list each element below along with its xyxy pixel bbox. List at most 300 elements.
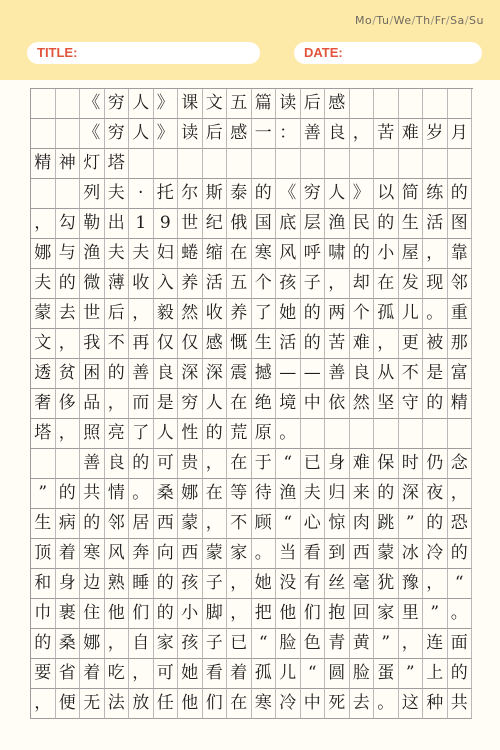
- grid-cell: 可: [154, 449, 179, 479]
- grid-cell: [203, 149, 228, 179]
- grid-cell: [423, 419, 448, 449]
- grid-cell: 犹: [374, 569, 399, 599]
- grid-cell: 两: [325, 299, 350, 329]
- grid-cell: 心: [301, 509, 326, 539]
- grid-cell: 向: [154, 539, 179, 569]
- grid-cell: 身: [325, 449, 350, 479]
- grid-cell: 那: [448, 329, 473, 359]
- grid-cell: 9: [154, 209, 179, 239]
- grid-cell: [399, 89, 424, 119]
- grid-cell: 世: [80, 299, 105, 329]
- grid-cell: 待: [252, 479, 277, 509]
- grid-cell: 民: [350, 209, 375, 239]
- grid-cell: 的: [423, 389, 448, 419]
- grid-cell: 斯: [203, 179, 228, 209]
- date-label: DATE:: [304, 45, 343, 60]
- grid-cell: 在: [227, 239, 252, 269]
- grid-cell: 的: [56, 269, 81, 299]
- grid-cell: 她: [178, 659, 203, 689]
- grid-cell: 归: [325, 479, 350, 509]
- grid-cell: 中: [301, 689, 326, 719]
- grid-cell: 在: [227, 389, 252, 419]
- grid-cell: 列: [80, 179, 105, 209]
- grid-cell: 蒙: [178, 509, 203, 539]
- grid-cell: 冷: [423, 539, 448, 569]
- grid-cell: 我: [80, 329, 105, 359]
- grid-cell: 良: [350, 359, 375, 389]
- grid-cell: 穷: [178, 389, 203, 419]
- grid-cell: 尔: [178, 179, 203, 209]
- grid-cell: ”: [423, 599, 448, 629]
- grid-cell: 毅: [154, 299, 179, 329]
- grid-cell: ，: [423, 239, 448, 269]
- grid-cell: 子: [301, 269, 326, 299]
- grid-cell: 念: [448, 449, 473, 479]
- grid-cell: [399, 149, 424, 179]
- grid-cell: 然: [178, 299, 203, 329]
- grid-cell: 亮: [105, 419, 130, 449]
- grid-cell: 穷: [301, 179, 326, 209]
- weekday-separator: /: [464, 14, 470, 27]
- grid-cell: 再: [129, 329, 154, 359]
- grid-cell: [56, 179, 81, 209]
- grid-cell: 纪: [203, 209, 228, 239]
- grid-cell: 中: [301, 389, 326, 419]
- grid-cell: 仅: [154, 329, 179, 359]
- grid-cell: 良: [154, 359, 179, 389]
- grid-cell: 冷: [276, 689, 301, 719]
- grid-cell: 吃: [105, 659, 130, 689]
- grid-cell: 她: [252, 569, 277, 599]
- grid-cell: 后: [301, 89, 326, 119]
- grid-cell: 看: [301, 539, 326, 569]
- grid-cell: 照: [80, 419, 105, 449]
- grid-cell: 薄: [105, 269, 130, 299]
- grid-cell: 一: [252, 119, 277, 149]
- grid-cell: 。: [129, 479, 154, 509]
- grid-cell: 活: [423, 209, 448, 239]
- grid-cell: 寒: [252, 689, 277, 719]
- grid-cell: 奢: [31, 389, 56, 419]
- grid-cell: 是: [154, 389, 179, 419]
- grid-cell: 边: [80, 569, 105, 599]
- grid-cell: 活: [203, 269, 228, 299]
- grid-cell: 于: [252, 449, 277, 479]
- grid-cell: 层: [301, 209, 326, 239]
- weekday-th[interactable]: Th: [415, 14, 431, 27]
- grid-cell: 》: [154, 89, 179, 119]
- grid-cell: 跳: [374, 509, 399, 539]
- grid-cell: 有: [301, 569, 326, 599]
- weekday-separator: /: [389, 14, 394, 27]
- grid-cell: 依: [325, 389, 350, 419]
- grid-cell: 风: [105, 539, 130, 569]
- grid-cell: 这: [399, 689, 424, 719]
- grid-cell: 桑: [154, 479, 179, 509]
- grid-cell: 神: [56, 149, 81, 179]
- grid-cell: 裹: [56, 599, 81, 629]
- grid-cell: 家: [154, 629, 179, 659]
- grid-cell: 人: [325, 179, 350, 209]
- grid-cell: ，: [423, 569, 448, 599]
- grid-cell: 蜷: [178, 239, 203, 269]
- grid-cell: 境: [276, 389, 301, 419]
- grid-cell: 重: [448, 299, 473, 329]
- grid-cell: 。: [374, 689, 399, 719]
- grid-cell: 脚: [203, 599, 228, 629]
- grid-cell: 圆: [325, 659, 350, 689]
- grid-cell: 在: [203, 479, 228, 509]
- grid-cell: 精: [31, 149, 56, 179]
- grid-cell: 便: [56, 689, 81, 719]
- grid-cell: 恐: [448, 509, 473, 539]
- grid-cell: ，: [227, 569, 252, 599]
- grid-cell: 个: [350, 299, 375, 329]
- grid-cell: 的: [154, 599, 179, 629]
- grid-cell: 妇: [154, 239, 179, 269]
- grid-cell: 青: [325, 629, 350, 659]
- grid-cell: 五: [227, 269, 252, 299]
- title-field[interactable]: [27, 42, 260, 64]
- grid-cell: 难: [399, 119, 424, 149]
- grid-cell: 孤: [252, 659, 277, 689]
- grid-cell: [350, 149, 375, 179]
- grid-cell: 发: [399, 269, 424, 299]
- grid-cell: 的: [129, 449, 154, 479]
- grid-cell: 在: [227, 689, 252, 719]
- grid-cell: 的: [203, 419, 228, 449]
- grid-cell: 以: [374, 179, 399, 209]
- grid-cell: 的: [80, 509, 105, 539]
- grid-cell: ，: [227, 599, 252, 629]
- grid-cell: 俄: [227, 209, 252, 239]
- grid-cell: 的: [31, 629, 56, 659]
- grid-cell: 邻: [448, 269, 473, 299]
- grid-cell: 不: [399, 359, 424, 389]
- grid-cell: 人: [154, 419, 179, 449]
- grid-cell: 性: [178, 419, 203, 449]
- grid-cell: 灯: [80, 149, 105, 179]
- grid-cell: 生: [399, 209, 424, 239]
- weekday-fr[interactable]: Fr: [434, 14, 446, 27]
- grid-cell: 西: [350, 539, 375, 569]
- grid-cell: 孩: [178, 629, 203, 659]
- grid-cell: [374, 89, 399, 119]
- grid-cell: 夫: [105, 179, 130, 209]
- grid-cell: 难: [350, 449, 375, 479]
- grid-cell: 们: [203, 689, 228, 719]
- grid-cell: 课: [178, 89, 203, 119]
- grid-cell: 里: [399, 599, 424, 629]
- grid-cell: 毫: [350, 569, 375, 599]
- grid-cell: ：: [276, 119, 301, 149]
- grid-cell: 的: [105, 359, 130, 389]
- grid-cell: [129, 149, 154, 179]
- grid-cell: 西: [178, 539, 203, 569]
- grid-cell: 篇: [252, 89, 277, 119]
- grid-cell: 巾: [31, 599, 56, 629]
- grid-cell: 活: [276, 329, 301, 359]
- grid-cell: 寒: [80, 539, 105, 569]
- grid-cell: “: [276, 449, 301, 479]
- grid-cell: 蒙: [374, 539, 399, 569]
- grid-cell: 屋: [399, 239, 424, 269]
- grid-cell: 的: [448, 539, 473, 569]
- grid-cell: 们: [301, 599, 326, 629]
- grid-cell: 色: [301, 629, 326, 659]
- grid-cell: 文: [203, 89, 228, 119]
- grid-cell: 他: [276, 599, 301, 629]
- grid-cell: 共: [448, 689, 473, 719]
- grid-cell: 。: [252, 539, 277, 569]
- grid-cell: 荒: [227, 419, 252, 449]
- grid-cell: “: [448, 569, 473, 599]
- grid-cell: 他: [178, 689, 203, 719]
- grid-cell: 读: [178, 119, 203, 149]
- grid-cell: 面: [448, 629, 473, 659]
- grid-cell: 的: [423, 509, 448, 539]
- grid-cell: ，: [56, 419, 81, 449]
- weekday-tu[interactable]: Tu: [376, 14, 390, 27]
- grid-cell: 无: [80, 689, 105, 719]
- weekday-su[interactable]: Su: [469, 14, 484, 27]
- grid-cell: 五: [227, 89, 252, 119]
- grid-cell: 入: [154, 269, 179, 299]
- grid-cell: 肉: [350, 509, 375, 539]
- grid-cell: 穷: [105, 89, 130, 119]
- grid-cell: 深: [178, 359, 203, 389]
- grid-cell: [350, 89, 375, 119]
- grid-cell: 已: [227, 629, 252, 659]
- grid-cell: 孤: [374, 299, 399, 329]
- grid-cell: 渔: [276, 479, 301, 509]
- grid-cell: 文: [31, 329, 56, 359]
- grid-cell: 透: [31, 359, 56, 389]
- grid-cell: 生: [252, 329, 277, 359]
- grid-cell: 居: [129, 509, 154, 539]
- grid-cell: ，: [31, 209, 56, 239]
- grid-cell: ”: [374, 629, 399, 659]
- grid-cell: 娜: [31, 239, 56, 269]
- grid-cell: [56, 119, 81, 149]
- grid-cell: 奔: [129, 539, 154, 569]
- grid-cell: 省: [56, 659, 81, 689]
- grid-cell: 塔: [31, 419, 56, 449]
- weekday-selector: [355, 14, 484, 27]
- grid-cell: 不: [105, 329, 130, 359]
- grid-cell: 熟: [105, 569, 130, 599]
- grid-cell: [56, 89, 81, 119]
- grid-cell: 良: [105, 449, 130, 479]
- essay-grid: [30, 88, 473, 719]
- weekday-separator: /: [372, 14, 377, 27]
- grid-cell: 着: [227, 659, 252, 689]
- grid-cell: 岁: [423, 119, 448, 149]
- grid-cell: ”: [31, 479, 56, 509]
- grid-cell: 人: [203, 389, 228, 419]
- grid-cell: 惊: [325, 509, 350, 539]
- grid-cell: ，: [105, 389, 130, 419]
- grid-cell: 孩: [178, 569, 203, 599]
- grid-cell: 孩: [276, 269, 301, 299]
- grid-cell: “: [276, 509, 301, 539]
- grid-cell: [374, 419, 399, 449]
- grid-cell: 夫: [105, 239, 130, 269]
- grid-cell: 身: [56, 569, 81, 599]
- grid-cell: 收: [203, 299, 228, 329]
- grid-cell: 邻: [105, 509, 130, 539]
- grid-cell: 而: [129, 389, 154, 419]
- weekday-sa[interactable]: Sa: [450, 14, 465, 27]
- grid-cell: 了: [252, 299, 277, 329]
- grid-cell: ，: [325, 269, 350, 299]
- grid-cell: 慨: [227, 329, 252, 359]
- grid-cell: 》: [154, 119, 179, 149]
- grid-cell: 没: [276, 569, 301, 599]
- grid-cell: 感: [325, 89, 350, 119]
- grid-cell: 夫: [129, 239, 154, 269]
- weekday-separator: /: [411, 14, 416, 27]
- grid-cell: 缩: [203, 239, 228, 269]
- grid-cell: 和: [31, 569, 56, 599]
- grid-cell: 脸: [276, 629, 301, 659]
- grid-cell: 病: [56, 509, 81, 539]
- grid-cell: 良: [325, 119, 350, 149]
- grid-cell: 的: [374, 209, 399, 239]
- grid-cell: 被: [423, 329, 448, 359]
- grid-cell: 来: [350, 479, 375, 509]
- grid-cell: 夫: [31, 269, 56, 299]
- grid-cell: 情: [105, 479, 130, 509]
- grid-cell: 底: [276, 209, 301, 239]
- grid-cell: 坚: [374, 389, 399, 419]
- grid-cell: 图: [448, 209, 473, 239]
- grid-cell: [31, 119, 56, 149]
- grid-cell: 深: [203, 359, 228, 389]
- grid-cell: 的: [154, 569, 179, 599]
- grid-cell: 读: [276, 89, 301, 119]
- grid-cell: 住: [80, 599, 105, 629]
- grid-cell: [399, 419, 424, 449]
- grid-cell: 感: [227, 119, 252, 149]
- grid-cell: 夜: [423, 479, 448, 509]
- grid-cell: ，: [56, 329, 81, 359]
- grid-cell: 的: [301, 329, 326, 359]
- grid-cell: 勾: [56, 209, 81, 239]
- grid-cell: [374, 149, 399, 179]
- grid-cell: 儿: [276, 659, 301, 689]
- grid-cell: 了: [129, 419, 154, 449]
- grid-cell: 呼: [301, 239, 326, 269]
- grid-cell: 任: [154, 689, 179, 719]
- grid-cell: 》: [350, 179, 375, 209]
- grid-cell: 们: [129, 599, 154, 629]
- grid-cell: 苦: [374, 119, 399, 149]
- grid-cell: 《: [80, 89, 105, 119]
- grid-cell: 《: [80, 119, 105, 149]
- grid-cell: ，: [203, 509, 228, 539]
- grid-cell: 上: [423, 659, 448, 689]
- grid-cell: 共: [80, 479, 105, 509]
- grid-cell: 啸: [325, 239, 350, 269]
- grid-cell: [56, 449, 81, 479]
- grid-cell: [448, 419, 473, 449]
- grid-cell: 养: [227, 299, 252, 329]
- grid-cell: 撼: [252, 359, 277, 389]
- grid-cell: —: [276, 359, 301, 389]
- grid-cell: 要: [31, 659, 56, 689]
- grid-cell: 西: [154, 509, 179, 539]
- grid-cell: 深: [399, 479, 424, 509]
- grid-cell: 世: [178, 209, 203, 239]
- grid-cell: ，: [350, 119, 375, 149]
- grid-cell: [423, 149, 448, 179]
- grid-cell: 可: [154, 659, 179, 689]
- grid-cell: 寒: [252, 239, 277, 269]
- grid-cell: 着: [80, 659, 105, 689]
- grid-cell: 看: [203, 659, 228, 689]
- date-field[interactable]: [294, 42, 482, 64]
- grid-cell: 善: [80, 449, 105, 479]
- grid-cell: 感: [203, 329, 228, 359]
- grid-cell: 人: [129, 89, 154, 119]
- grid-cell: 家: [227, 539, 252, 569]
- grid-cell: ，: [374, 329, 399, 359]
- grid-cell: 顶: [31, 539, 56, 569]
- grid-cell: 的: [448, 179, 473, 209]
- grid-cell: 娜: [80, 629, 105, 659]
- grid-cell: [448, 89, 473, 119]
- grid-cell: ，: [129, 659, 154, 689]
- grid-cell: 穷: [105, 119, 130, 149]
- grid-cell: 却: [350, 269, 375, 299]
- grid-cell: 贵: [178, 449, 203, 479]
- grid-cell: 月: [448, 119, 473, 149]
- grid-cell: 。: [448, 599, 473, 629]
- grid-cell: 死: [325, 689, 350, 719]
- weekday-we[interactable]: We: [393, 14, 412, 27]
- weekday-separator: /: [430, 14, 435, 27]
- grid-cell: 国: [252, 209, 277, 239]
- grid-cell: 品: [80, 389, 105, 419]
- grid-cell: 蒙: [31, 299, 56, 329]
- grid-cell: [178, 149, 203, 179]
- grid-cell: 当: [276, 539, 301, 569]
- grid-cell: 蒙: [203, 539, 228, 569]
- grid-cell: 桑: [56, 629, 81, 659]
- writing-sheet: [0, 80, 500, 750]
- grid-cell: 微: [80, 269, 105, 299]
- grid-cell: 原: [252, 419, 277, 449]
- grid-cell: 仍: [423, 449, 448, 479]
- grid-cell: 善: [301, 119, 326, 149]
- grid-cell: 保: [374, 449, 399, 479]
- grid-cell: 后: [203, 119, 228, 149]
- grid-cell: 睡: [129, 569, 154, 599]
- grid-cell: 收: [129, 269, 154, 299]
- grid-cell: 渔: [325, 209, 350, 239]
- grid-cell: 塔: [105, 149, 130, 179]
- grid-cell: 小: [178, 599, 203, 629]
- grid-cell: 把: [252, 599, 277, 629]
- grid-cell: [301, 149, 326, 179]
- grid-cell: 豫: [399, 569, 424, 599]
- grid-cell: ，: [448, 479, 473, 509]
- grid-cell: 生: [31, 509, 56, 539]
- weekday-mo[interactable]: Mo: [354, 14, 373, 27]
- weekday-separator: /: [445, 14, 451, 27]
- grid-cell: 到: [325, 539, 350, 569]
